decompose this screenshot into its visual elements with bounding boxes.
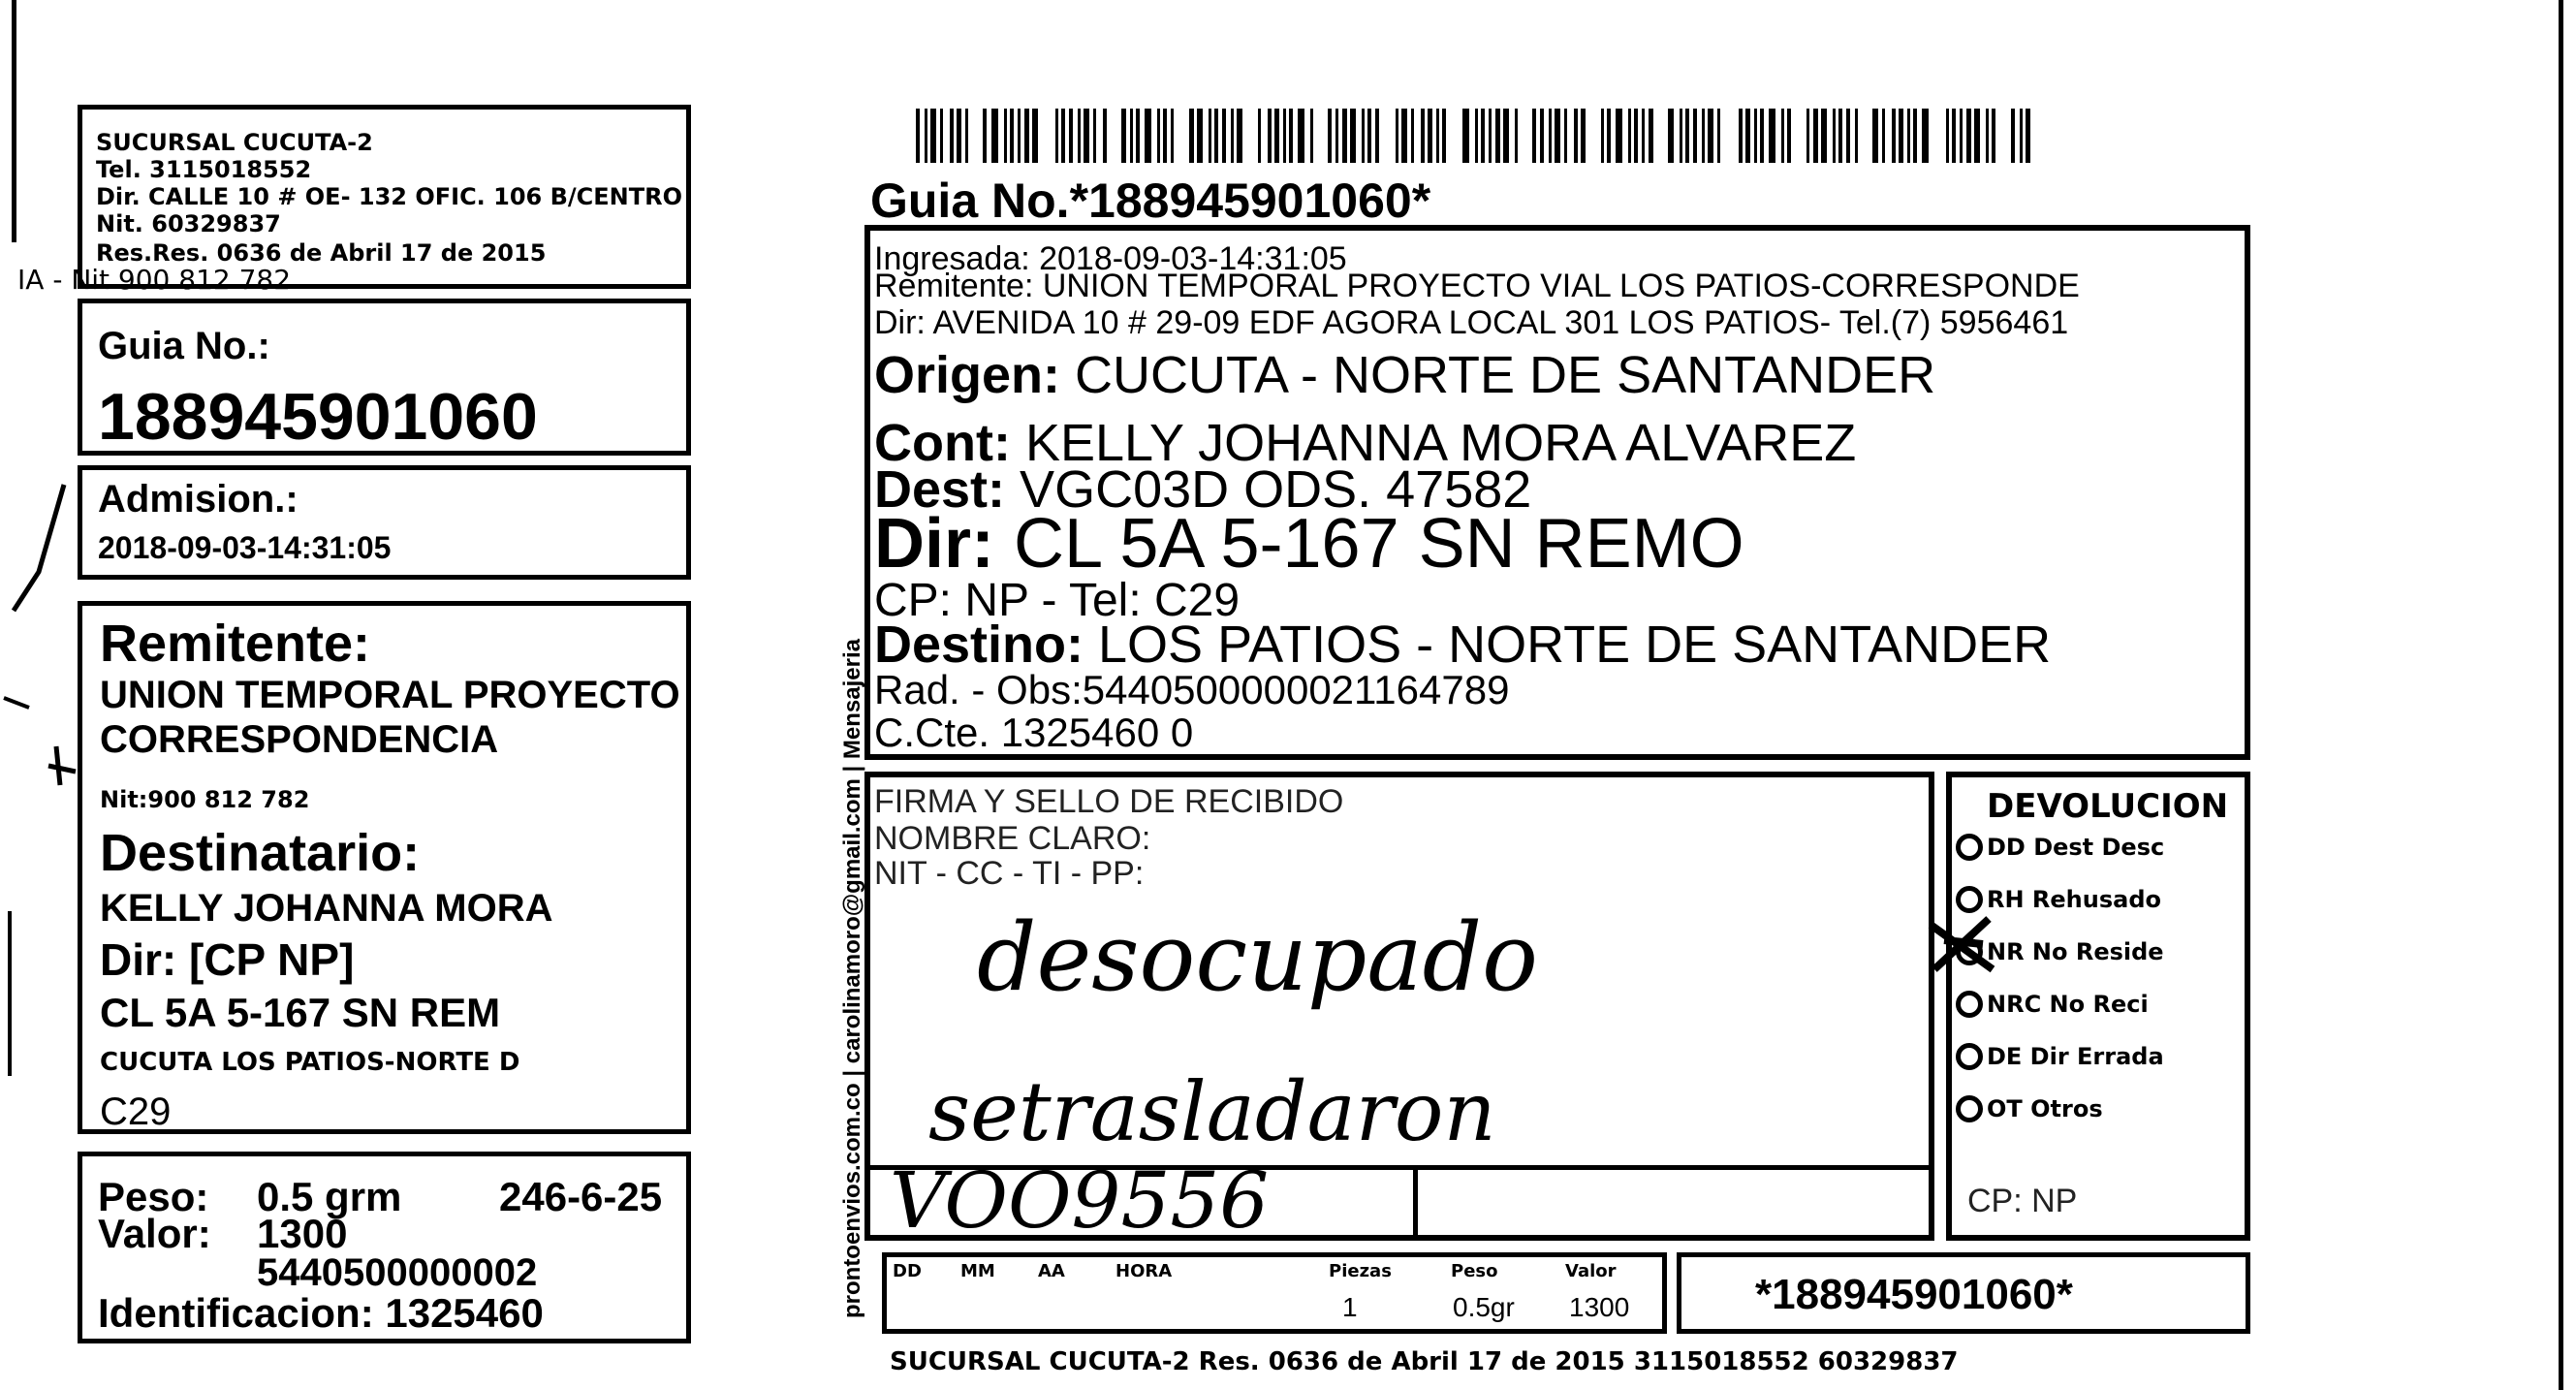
barcode-bar [1032, 109, 1038, 163]
dir-big-label: Dir: [874, 505, 994, 583]
barcode-bar [1607, 109, 1611, 163]
cont-label: Cont: [874, 414, 1011, 472]
barcode [916, 109, 2030, 163]
barcode-bar [1555, 109, 1560, 163]
cte: C.Cte. 1325460 0 [874, 710, 1194, 755]
cont-value: KELLY JOHANNA MORA ALVAREZ [1024, 414, 1857, 472]
barcode-bar [1462, 109, 1469, 163]
dir-big-value: CL 5A 5-167 SN REMO [1014, 505, 1744, 583]
guia-label: Guia No.: [98, 325, 270, 367]
barcode-bar [930, 109, 936, 163]
barcode-bar [950, 109, 954, 163]
option-nrc: NRC No Reci [1987, 991, 2149, 1018]
valor-label: Valor: [98, 1211, 211, 1256]
remitente-name-1: UNION TEMPORAL PROYECTO [100, 674, 680, 716]
barcode-bar [925, 109, 927, 163]
barcode-bar [916, 109, 920, 163]
barcode-bar [1436, 109, 1439, 163]
option-circle-nrc[interactable] [1956, 991, 1983, 1018]
destino-line [874, 615, 2051, 675]
barcode-bar [1739, 109, 1743, 163]
barcode-bar [1078, 109, 1081, 163]
barcode-bar [957, 109, 961, 163]
peso-box [78, 1152, 691, 1343]
barcode-bar [1335, 109, 1338, 163]
margin-overlap-text: IA - Nit.900 812 782 [17, 264, 292, 296]
barcode-bar [1018, 109, 1021, 163]
option-circle-dd[interactable] [1956, 834, 1983, 861]
destinatario-dir-label: Dir: [CP NP] [100, 934, 355, 985]
barcode-bar [1549, 109, 1552, 163]
barcode-bar [1966, 109, 1971, 163]
admision-label: Admision.: [98, 478, 298, 521]
barcode-bar [2020, 109, 2023, 163]
barcode-bar [1892, 109, 1896, 163]
barcode-bar [1093, 109, 1096, 163]
barcode-bar [1061, 109, 1065, 163]
table-header-piezas: Piezas [1329, 1261, 1392, 1281]
barcode-bar [2011, 109, 2015, 163]
barcode-bar [1745, 109, 1750, 163]
peso-label: Peso: [98, 1174, 209, 1219]
barcode-bar [1974, 109, 1980, 163]
barcode-bar [991, 109, 998, 163]
barcode-text-box [1677, 1252, 2250, 1334]
barcode-bar [965, 109, 968, 163]
barcode-bar [1899, 109, 1903, 163]
firma-divider-v [1413, 1165, 1418, 1235]
firma-nombre: NOMBRE CLARO: [874, 820, 1151, 857]
barcode-bar [1258, 109, 1261, 163]
barcode-bar [1581, 109, 1586, 163]
scan-edge-right [2559, 0, 2563, 1390]
vertical-text: prontoenvios.com.co | carolinamoro@gmail.com | Mensajeria [839, 638, 865, 1318]
sucursal-name: SUCURSAL CUCUTA-2 [96, 129, 373, 156]
barcode-bar [1442, 109, 1446, 163]
barcode-bar [1821, 109, 1827, 163]
barcode-bar [983, 109, 987, 163]
barcode-bar [1882, 109, 1885, 163]
barcode-bar [1231, 109, 1234, 163]
barcode-bar [1375, 109, 1379, 163]
barcode-bar [1084, 109, 1089, 163]
dir-line: Dir: AVENIDA 10 # 29-09 EDF AGORA LOCAL 301 LOS PATIOS- Tel.(7) 5956461 [874, 304, 2069, 341]
barcode-bar [1136, 109, 1140, 163]
barcode-bar [1362, 109, 1365, 163]
remitente-name-2: CORRESPONDENCIA [100, 718, 499, 761]
barcode-bar [1055, 109, 1058, 163]
barcode-bar [1350, 109, 1356, 163]
firma-nit: NIT - CC - TI - PP: [874, 855, 1145, 892]
barcode-bar [1601, 109, 1604, 163]
peso-value: 0.5 grm [257, 1174, 402, 1219]
barcode-bar [1760, 109, 1764, 163]
dir-big-line [874, 504, 1744, 584]
barcode-bar [1401, 109, 1407, 163]
barcode-bar [1838, 109, 1842, 163]
barcode-bar [1833, 109, 1836, 163]
table-header-aa: AA [1038, 1261, 1065, 1281]
firma-box [864, 772, 1934, 1246]
barcode-bar [1289, 109, 1293, 163]
barcode-bar [1428, 109, 1432, 163]
barcode-bar [1708, 109, 1713, 163]
guia-box [78, 299, 691, 456]
destino-label: Destino: [874, 616, 1084, 674]
remitente-line: Remitente: UNION TEMPORAL PROYECTO VIAL LOS PATIOS-CORRESPONDE [874, 268, 2080, 304]
margin-pen-marks [0, 465, 78, 814]
table-piezas: 1 [1342, 1292, 1358, 1322]
cp-tel: CP: NP - Tel: C29 [874, 575, 1241, 626]
sucursal-dir: Dir. CALLE 10 # OE- 132 OFIC. 106 B/CENTRO [96, 183, 683, 210]
barcode-bar [1298, 109, 1304, 163]
barcode-bar [1222, 109, 1226, 163]
barcode-bar [1421, 109, 1425, 163]
option-dd: DD Dest Desc [1987, 834, 2165, 861]
barcode-bar [1010, 109, 1014, 163]
option-circle-ot[interactable] [1956, 1095, 1983, 1122]
barcode-bar [1685, 109, 1689, 163]
footer: SUCURSAL CUCUTA-2 Res. 0636 de Abril 17 de 2015 3115018552 60329837 [890, 1347, 1959, 1376]
barcode-bar [1872, 109, 1878, 163]
barcode-bar [1693, 109, 1697, 163]
barcode-bar [1986, 109, 1989, 163]
destino-value: LOS PATIOS - NORTE DE SANTANDER [1098, 616, 2052, 674]
origen-label: Origen: [874, 346, 1061, 404]
devolucion-title: DEVOLUCION [1987, 787, 2229, 826]
barcode-bar [1367, 109, 1371, 163]
barcode-bar [1328, 109, 1332, 163]
barcode-bar [1787, 109, 1791, 163]
barcode-bar [1781, 109, 1784, 163]
peso-code: 246-6-25 [499, 1174, 663, 1219]
barcode-bar [1680, 109, 1682, 163]
barcode-bar [1515, 109, 1518, 163]
option-circle-rh[interactable] [1956, 886, 1983, 913]
table-header-valor: Valor [1565, 1261, 1617, 1281]
rad-obs: Rad. - Obs:5440500000021164789 [874, 667, 1510, 712]
barcode-bar [1754, 109, 1757, 163]
barcode-bar [1475, 109, 1478, 163]
barcode-bar [1189, 109, 1194, 163]
admision-box [78, 465, 691, 580]
scan-edge-left-lower [8, 911, 12, 1076]
dest-label: Dest: [874, 460, 1006, 519]
option-rh: RH Rehusado [1987, 886, 2161, 913]
table-header-mm: MM [960, 1261, 995, 1281]
identificacion: Identificacion: 1325460 [98, 1290, 544, 1336]
barcode-bar [1069, 109, 1073, 163]
barcode-bar [1574, 109, 1578, 163]
barcode-bar [1503, 109, 1509, 163]
barcode-bar [1121, 109, 1126, 163]
recipient-box [78, 601, 691, 1134]
admision-datetime: 2018-09-03-14:31:05 [98, 530, 392, 565]
barcode-bar [1668, 109, 1674, 163]
nr-check-mark-icon [1925, 911, 2002, 979]
barcode-bar [1992, 109, 1995, 163]
barcode-bar [1163, 109, 1167, 163]
destinatario-tel: C29 [100, 1090, 172, 1133]
barcode-bar [1495, 109, 1500, 163]
barcode-bar [2026, 109, 2030, 163]
dest-value: VGC03D ODS. 47582 [1020, 460, 1532, 519]
barcode-text: *188945901060* [1755, 1271, 2073, 1318]
barcode-bar [1481, 109, 1485, 163]
destinatario-name: KELLY JOHANNA MORA [100, 887, 553, 930]
barcode-bar [1268, 109, 1272, 163]
barcode-bar [1913, 109, 1917, 163]
barcode-bar [1411, 109, 1414, 163]
ingresada: Ingresada: 2018-09-03-14:31:05 [874, 240, 1347, 277]
destinatario-label: Destinatario: [100, 824, 421, 882]
barcode-bar [1532, 109, 1536, 163]
barcode-bar [1717, 109, 1720, 163]
long-number: 5440500000002 [257, 1251, 538, 1294]
table-valor: 1300 [1569, 1292, 1630, 1322]
barcode-bar [1649, 109, 1653, 163]
handwritten-setrasladaron: setrasladaron [928, 1064, 1496, 1159]
barcode-bar [1806, 109, 1809, 163]
remitente-nit: Nit:900 812 782 [100, 786, 310, 813]
barcode-bar [1024, 109, 1029, 163]
barcode-bar [1310, 109, 1313, 163]
table-header-hora: HORA [1115, 1261, 1173, 1281]
barcode-bar [1960, 109, 1963, 163]
barcode-bar [1396, 109, 1398, 163]
firma-title: FIRMA Y SELLO DE RECIBIDO [874, 783, 1344, 820]
sucursal-tel: Tel. 3115018552 [96, 156, 312, 183]
barcode-bar [1813, 109, 1818, 163]
origen-line [874, 345, 1935, 405]
handwritten-code: VOO9556 [890, 1155, 1270, 1246]
table-header-peso: Peso [1451, 1261, 1498, 1281]
barcode-bar [1946, 109, 1949, 163]
devolucion-box [1946, 772, 2250, 1241]
barcode-bar [1130, 109, 1133, 163]
option-circle-de[interactable] [1956, 1043, 1983, 1070]
barcode-bar [1907, 109, 1910, 163]
table-peso: 0.5gr [1453, 1292, 1515, 1322]
barcode-bar [1342, 109, 1347, 163]
destinatario-address: CL 5A 5-167 SN REM [100, 990, 501, 1035]
barcode-bar [1209, 109, 1211, 163]
origen-value: CUCUTA - NORTE DE SANTANDER [1075, 346, 1936, 404]
barcode-bar [1197, 109, 1203, 163]
barcode-bar [1634, 109, 1638, 163]
barcode-bar [1702, 109, 1705, 163]
barcode-bar [940, 109, 943, 163]
sucursal-res: Res.Res. 0636 de Abril 17 de 2015 [96, 239, 547, 267]
barcode-bar [1157, 109, 1160, 163]
barcode-bar [1628, 109, 1631, 163]
bottom-table [882, 1252, 1667, 1334]
barcode-bar [1855, 109, 1858, 163]
barcode-bar [1145, 109, 1151, 163]
main-guia-title: Guia No.*188945901060* [870, 174, 1431, 228]
scan-edge-left [12, 0, 16, 242]
valor-value: 1300 [257, 1211, 348, 1256]
barcode-bar [1103, 109, 1107, 163]
main-info-box [864, 225, 2250, 760]
destinatario-city: CUCUTA LOS PATIOS-NORTE D [100, 1048, 520, 1077]
barcode-bar [1274, 109, 1279, 163]
handwritten-desocupado: desocupado [977, 903, 1538, 1012]
barcode-bar [1769, 109, 1775, 163]
option-nr: NR No Reside [1987, 938, 2164, 965]
barcode-bar [1952, 109, 1956, 163]
barcode-bar [1214, 109, 1218, 163]
option-de: DE Dir Errada [1987, 1043, 2164, 1070]
barcode-bar [1642, 109, 1645, 163]
barcode-bar [1489, 109, 1492, 163]
barcode-bar [1283, 109, 1286, 163]
sucursal-box [78, 105, 691, 289]
remitente-label: Remitente: [100, 615, 371, 673]
barcode-bar [1171, 109, 1174, 163]
option-ot: OT Otros [1987, 1095, 2103, 1122]
barcode-bar [1237, 109, 1242, 163]
table-header-dd: DD [893, 1261, 922, 1281]
guia-number: 188945901060 [98, 380, 538, 454]
barcode-bar [1846, 109, 1850, 163]
barcode-bar [1922, 109, 1929, 163]
barcode-bar [1540, 109, 1544, 163]
barcode-bar [1004, 109, 1007, 163]
sucursal-nit: Nit. 60329837 [96, 210, 281, 237]
barcode-bar [1564, 109, 1567, 163]
devolucion-cp: CP: NP [1967, 1183, 2078, 1219]
barcode-bar [1616, 109, 1622, 163]
